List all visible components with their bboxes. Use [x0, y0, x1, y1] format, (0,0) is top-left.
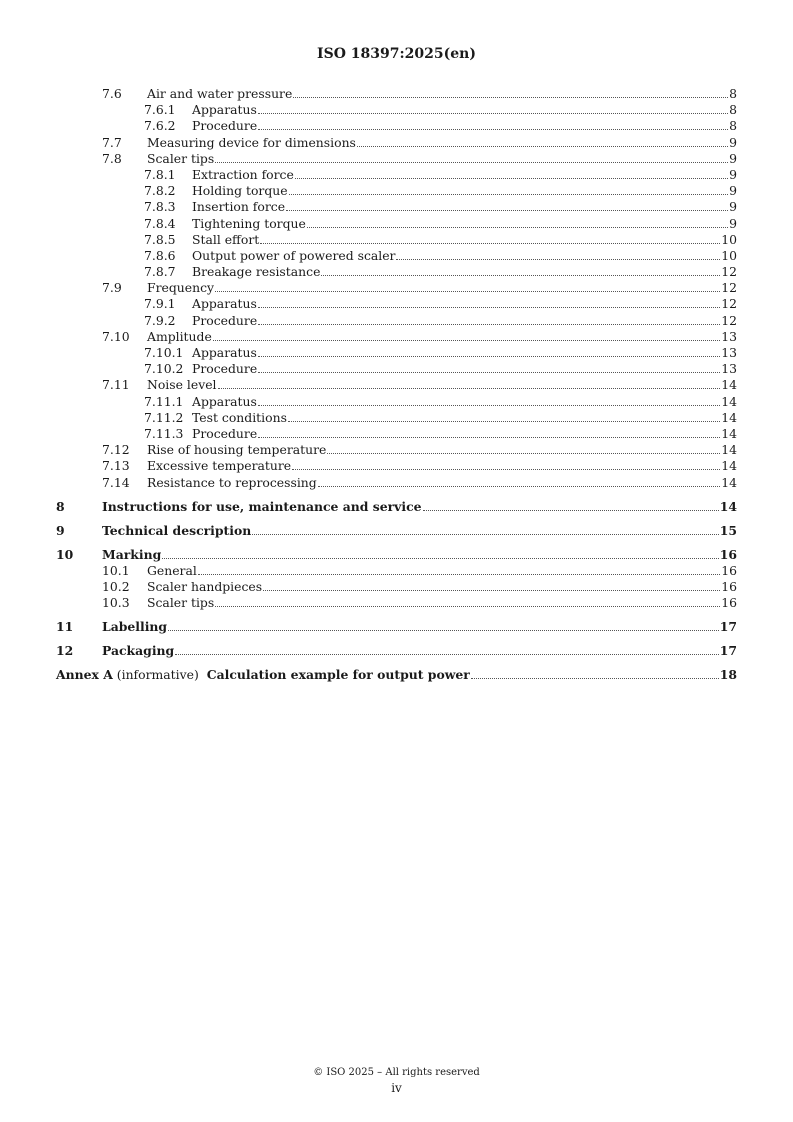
toc-entry-number: 7.6.1: [144, 102, 176, 118]
toc-entry[interactable]: [56, 498, 737, 515]
toc-entry-title: Excessive temperature: [147, 458, 292, 474]
document-header: [0, 46, 793, 62]
toc-entry-number: 9: [56, 522, 65, 538]
toc-entry[interactable]: [56, 426, 737, 442]
toc-entry-page: 14: [719, 498, 737, 514]
dot-leader: [252, 534, 719, 535]
toc-entry-title: Scaler tips: [147, 595, 215, 611]
dot-leader: [289, 194, 729, 195]
toc-entry-page: 12: [721, 296, 737, 312]
toc-entry-title: Resistance to reprocessing: [147, 474, 317, 490]
toc-entry-number: 7.8: [102, 150, 122, 166]
toc-entry-title: Noise level: [147, 377, 217, 393]
dot-leader: [471, 678, 719, 679]
toc-entry[interactable]: [56, 118, 737, 134]
toc-entry[interactable]: [56, 264, 737, 280]
toc-entry-page: 14: [721, 377, 737, 393]
dot-leader: [327, 453, 720, 454]
toc-entry-title: Frequency: [147, 280, 215, 296]
toc-entry[interactable]: [56, 522, 737, 539]
toc-entry-number: 7.6: [102, 86, 122, 101]
toc-entry-title: Procedure: [192, 118, 258, 134]
toc-entry[interactable]: [56, 458, 737, 474]
toc-entry-title: Procedure: [192, 361, 258, 377]
toc-entry-number: 7.11.2: [144, 409, 184, 425]
dot-leader: [258, 356, 720, 357]
toc-entry-page: 8: [729, 86, 737, 101]
dot-leader: [307, 227, 728, 228]
toc-entry-title: Measuring device for dimensions: [147, 134, 356, 150]
toc-entry-number: 7.8.4: [144, 215, 176, 231]
toc-entry-page: 16: [719, 546, 737, 562]
dot-leader: [215, 606, 720, 607]
toc-entry-page: 13: [721, 345, 737, 360]
toc-entry-title: Breakage resistance: [192, 264, 321, 280]
toc-entry-page: 14: [721, 393, 737, 409]
toc-entry-page: 17: [719, 643, 737, 659]
toc-entry-number: 7.13: [102, 458, 130, 474]
toc-entry[interactable]: [56, 377, 737, 393]
toc-entry-title: Insertion force: [192, 199, 286, 215]
toc-entry-title: Labelling: [102, 619, 168, 635]
toc-entry-page: 13: [721, 361, 737, 377]
toc-entry-number: 10.3: [102, 595, 130, 611]
dot-leader: [292, 469, 720, 470]
toc-entry-page: 14: [721, 458, 737, 474]
toc-entry-number: 12: [56, 643, 74, 659]
toc-entry[interactable]: [56, 329, 737, 345]
annex-qualifier: (informative): [112, 667, 199, 683]
toc-entry-title: Instructions for use, maintenance and service: [102, 498, 422, 514]
dot-leader: [258, 129, 728, 130]
toc-entry-title: Marking: [102, 546, 162, 562]
toc-entry-page: 12: [721, 312, 737, 328]
toc-entry[interactable]: [56, 475, 737, 491]
toc-entry-title: Air and water pressure: [147, 86, 293, 101]
annex-page: 18: [719, 667, 737, 683]
toc-entry-number: 7.8.2: [144, 183, 176, 199]
toc-entry[interactable]: [56, 199, 737, 215]
toc-entry[interactable]: [56, 442, 737, 458]
toc-entry[interactable]: [56, 361, 737, 377]
toc-entry[interactable]: [56, 618, 737, 635]
dot-leader: [295, 178, 728, 179]
toc-entry-title: Stall effort: [192, 231, 260, 247]
toc-entry-number: 7.9.2: [144, 312, 176, 328]
dot-leader: [215, 162, 728, 163]
toc-entry[interactable]: [56, 345, 737, 361]
toc-entry-title: Apparatus: [192, 296, 257, 312]
document-id: ISO 18397:2025(en): [317, 46, 476, 62]
toc-entry[interactable]: [56, 183, 737, 199]
toc-entry-page: 16: [721, 595, 737, 611]
dot-leader: [357, 146, 728, 147]
toc-entry-title: Scaler tips: [147, 150, 215, 166]
toc-entry-number: 7.6.2: [144, 118, 176, 134]
toc-entry[interactable]: [56, 135, 737, 151]
toc-entry-number: 7.12: [102, 442, 130, 458]
toc-entry-number: 10.2: [102, 578, 130, 594]
toc-entry-number: 7.11.3: [144, 425, 184, 441]
toc-entry[interactable]: [56, 313, 737, 329]
toc-entry-number: 11: [56, 619, 74, 635]
toc-entry[interactable]: [56, 86, 737, 102]
toc-entry-title: Apparatus: [192, 393, 257, 409]
toc-entry-number: 7.9.1: [144, 296, 176, 312]
toc-entry-title: Procedure: [192, 425, 258, 441]
dot-leader: [218, 388, 721, 389]
toc-entry-page: 14: [721, 442, 737, 458]
toc-entry-number: 10.1: [102, 562, 130, 578]
toc-entry-page: 9: [729, 183, 737, 199]
toc-entry-number: 7.8.7: [144, 264, 176, 280]
toc-entry[interactable]: [56, 280, 737, 296]
dot-leader: [318, 486, 721, 487]
table-of-contents: [56, 86, 737, 683]
toc-entry-title: Amplitude: [147, 328, 212, 344]
toc-entry-page: 16: [721, 578, 737, 594]
toc-entry-number: 7.10.2: [144, 361, 184, 377]
toc-entry-title: Apparatus: [192, 102, 257, 118]
dot-leader: [286, 210, 728, 211]
page-number: iv: [391, 1081, 402, 1095]
toc-entry[interactable]: [56, 394, 737, 410]
dot-leader: [263, 590, 720, 591]
toc-entry[interactable]: [56, 595, 737, 611]
toc-entry-number: 7.8.1: [144, 166, 176, 182]
toc-entry-page: 8: [729, 102, 737, 118]
toc-entry[interactable]: [56, 296, 737, 312]
toc-entry-number: 7.8.5: [144, 231, 176, 247]
annex-label: Annex A: [56, 667, 113, 683]
toc-entry-title: Holding torque: [192, 183, 288, 199]
toc-entry-page: 17: [719, 619, 737, 635]
toc-entry-page: 15: [719, 522, 737, 538]
toc-entry-page: 9: [729, 215, 737, 231]
toc-entry-number: 10: [56, 546, 74, 562]
toc-entry[interactable]: [56, 216, 737, 232]
toc-entry-number: 7.7: [102, 134, 122, 150]
dot-leader: [175, 654, 719, 655]
dot-leader: [396, 259, 720, 260]
dot-leader: [162, 558, 719, 559]
toc-entry-title: Packaging: [102, 643, 175, 659]
dot-leader: [258, 113, 728, 114]
toc-entry-number: 8: [56, 498, 65, 514]
toc-entry[interactable]: [56, 167, 737, 183]
toc-entry-page: 12: [721, 264, 737, 280]
dot-leader: [258, 307, 720, 308]
toc-entry-page: 10: [721, 231, 737, 247]
toc-entry-title: Apparatus: [192, 345, 257, 360]
toc-entry-title: Tightening torque: [192, 215, 306, 231]
toc-entry-page: 14: [721, 474, 737, 490]
toc-entry[interactable]: [56, 232, 737, 248]
dot-leader: [258, 437, 720, 438]
toc-entry[interactable]: [56, 102, 737, 118]
dot-leader: [258, 405, 720, 406]
toc-entry[interactable]: [56, 579, 737, 595]
dot-leader: [258, 324, 720, 325]
toc-entry-title: Rise of housing temperature: [147, 442, 327, 458]
toc-entry-page: 14: [721, 409, 737, 425]
toc-entry[interactable]: [56, 546, 737, 563]
toc-entry[interactable]: [56, 151, 737, 167]
toc-entry-page: 9: [729, 166, 737, 182]
toc-entry-title: Technical description: [102, 522, 252, 538]
toc-entry-number: 7.9: [102, 280, 122, 296]
dot-leader: [258, 372, 720, 373]
dot-leader: [293, 97, 728, 98]
toc-entry-title: Test conditions: [192, 409, 287, 425]
toc-entry-page: 16: [721, 562, 737, 578]
toc-annex-entry[interactable]: [56, 666, 737, 683]
dot-leader: [260, 243, 720, 244]
toc-entry-number: 7.14: [102, 474, 130, 490]
toc-entry[interactable]: [56, 563, 737, 579]
toc-entry-number: 7.8.3: [144, 199, 176, 215]
toc-entry-number: 7.8.6: [144, 247, 176, 263]
dot-leader: [215, 291, 720, 292]
toc-entry-number: 7.11: [102, 377, 130, 393]
toc-entry-number: 7.11.1: [144, 393, 184, 409]
dot-leader: [423, 510, 719, 511]
toc-entry-number: 7.10.1: [144, 345, 184, 360]
toc-entry-page: 10: [721, 247, 737, 263]
toc-entry[interactable]: [56, 410, 737, 426]
toc-entry-title: General: [147, 562, 197, 578]
toc-entry-number: 7.10: [102, 328, 130, 344]
toc-entry-page: 9: [729, 199, 737, 215]
toc-entry-page: 8: [729, 118, 737, 134]
toc-entry-title: Output power of powered scaler: [192, 247, 396, 263]
dot-leader: [213, 340, 720, 341]
toc-entry-page: 9: [729, 150, 737, 166]
toc-entry-page: 9: [729, 134, 737, 150]
toc-entry-page: 13: [721, 328, 737, 344]
dot-leader: [288, 421, 720, 422]
toc-entry-title: Extraction force: [192, 166, 294, 182]
toc-entry[interactable]: [56, 642, 737, 659]
dot-leader: [321, 275, 720, 276]
dot-leader: [168, 630, 719, 631]
page-footer: [0, 1066, 793, 1096]
copyright-notice: © ISO 2025 – All rights reserved: [313, 1067, 480, 1078]
toc-entry-page: 12: [721, 280, 737, 296]
annex-title: Calculation example for output power: [206, 667, 470, 683]
toc-entry[interactable]: [56, 248, 737, 264]
toc-entry-title: Scaler handpieces: [147, 578, 263, 594]
dot-leader: [198, 574, 720, 575]
toc-entry-page: 14: [721, 425, 737, 441]
toc-entry-title: Procedure: [192, 312, 258, 328]
